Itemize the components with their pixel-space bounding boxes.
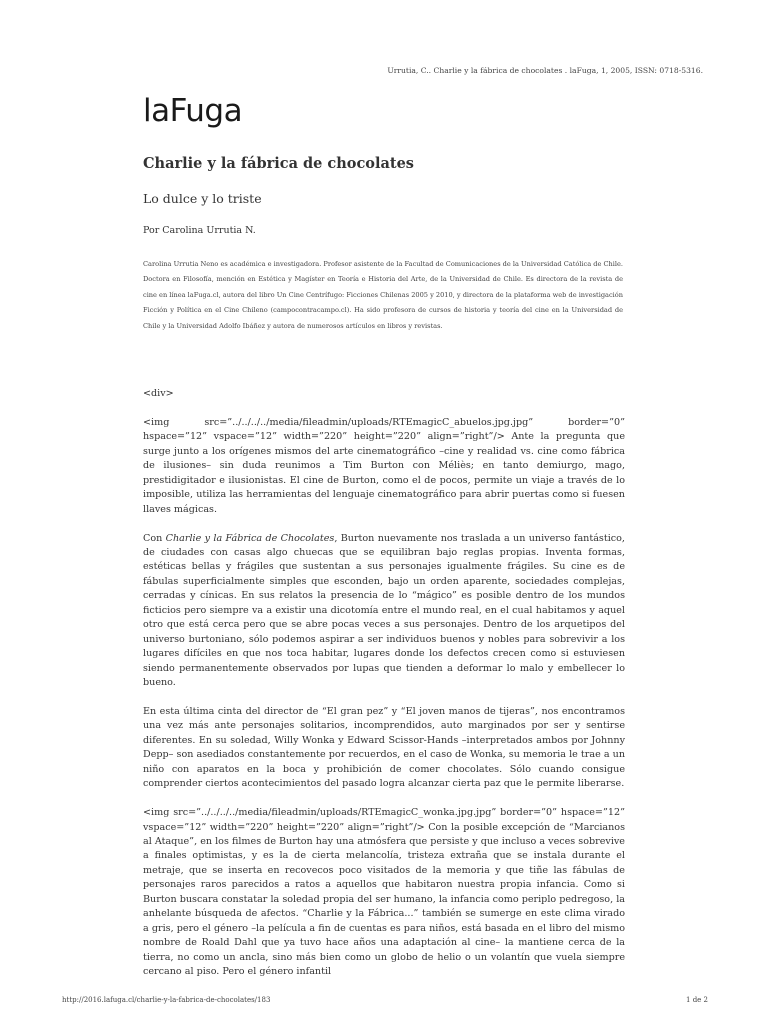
author-bio: Carolina Urrutia Neno es académica e investigadora. Profesor asistente de la Facultad de Comunicaciones de la Universidad Católica de Chile. Doctora en Filosofía, mención en Estética y Magíster en Teoría e Historia del Arte, de la Universidad de Chile. Es directora de la revista de cine en línea laFuga.cl, autora del libro Un Cine Centrífugo: Ficciones Chilenas 2005 y 2010, y directora de la plataforma web de investigación Ficción y Política en el Cine Chileno (campocontracampo.cl). Ha sido profesora de cursos de historia y teoría del cine en la Universidad de Chile y la Universidad Adolfo Ibáñez y autora de numerosos artículos en libros y revistas. (143, 260, 623, 330)
paragraph-2 (143, 532, 625, 691)
footer-url[interactable]: http://2016.lafuga.cl/charlie-y-la-fabrica-de-chocolates/183 (62, 996, 271, 1004)
article-body (143, 387, 625, 978)
paragraph-2-lead: Con (143, 532, 166, 544)
article-title: Charlie y la fábrica de chocolates (143, 155, 414, 172)
lafuga-logo[interactable]: laFuga (143, 93, 243, 129)
article-subtitle: Lo dulce y lo triste (143, 191, 262, 206)
article-byline: Por Carolina Urrutia N. (143, 225, 256, 236)
paragraph-3: En esta última cinta del director de “El gran pez” y “El joven manos de tijeras”, nos encontramos una vez más ante personajes solitarios, incomprendidos, auto marginados por ser y sentirse diferentes. En su soledad, Willy Wonka y Edward Scissor-Hands –interpretados ambos por Johnny Depp– son asediados constantemente por recuerdos, en el caso de Wonka, su memoria le trae a un niño con aparatos en la boca y prohibición de comer chocolates. Sólo cuando consigue comprender ciertos acontecimientos del pasado logra alcanzar cierta paz que le permite liberarse. (143, 705, 625, 790)
film-title-italic: Charlie y la Fábrica de Chocolates (165, 532, 335, 544)
paragraph-4: <img src=”../../../../media/fileadmin/uploads/RTEmagicC_wonka.jpg.jpg” border=”0” hspace=”12” vspace=”12” width=”220” height=”220” align=”right”/> Con la posible excepción de “Marcianos al Ataque”, en los filmes de Burton hay una atmósfera que persiste y que incluso a veces sobrevive a finales optimistas, y es la de cierta melancolía, tristeza extraña que se instala durante el metraje, que se inserta en recovecos poco visitados de la memoria y que tiñe las fábulas de personajes raros parecidos a ratos a aquellos que habitaron nuestra propia infancia. Como si Burton buscara constatar la soledad propia del ser humano, la infancia como periplo pedregoso, la anhelante búsqueda de afectos. “Charlie y la Fábrica...” también se sumerge en este clima virado a gris, pero el género –la película a fin de cuentas es para niños, está basada en el libro del mismo nombre de Roald Dahl que ya tuvo hace años una adaptación al cine– la mantiene cerca de la tierra, no como un ancla, sino más bien como un globo de helio o un volantín que vuela siempre cercano al piso. Pero el género infantil (143, 807, 625, 978)
citation-header: Urrutia, C.. Charlie y la fábrica de chocolates . laFuga, 1, 2005, ISSN: 0718-5316. (387, 66, 703, 75)
page-number: 1 de 2 (686, 996, 708, 1004)
paragraph-1: <img src=”../../../../media/fileadmin/uploads/RTEmagicC_abuelos.jpg.jpg” border=”0” hspace=”12” vspace=”12” width=”220” height=”220” align=”right”/> Ante la pregunta que surge junto a los orígenes mismos del arte cinematográfico –cine y realidad vs. cine como fábrica de ilusiones– sin duda reunimos a Tim Burton con Méliès; en tanto demiurgo, mago, prestidigitador e ilusionistas. El cine de Burton, como el de pocos, permite un viaje a través de lo imposible, utiliza las herramientas del lenguaje cinematográfico para abrir puertas como si fuesen llaves mágicas. (143, 416, 625, 515)
paragraph-2-rest: , Burton nuevamente nos traslada a un universo fantástico, de ciudades con casas algo chuecas que se equilibran bajo reglas propias. Inventa formas, estéticas bellas y frágiles que sustentan a sus personajes igualmente frágiles. Su cine es de fábulas superficialmente simples que esconden, bajo un orden aparente, sociedades complejas, cerradas y cínicas. En sus relatos la presencia de lo “mágico” es posible dentro de los mundos ficticios pero siempre va a existir una dicotomía entre el mundo real, en el cual habitamos y aquel otro que está cerca pero que se abre pocas veces a sus personajes. Dentro de los arquetipos del universo burtoniano, sólo podemos aspirar a ser individuos buenos y nobles para sobrevivir a los lugares difíciles en que nos toca habitar, lugares donde los defectos crecen como si estuviesen siendo permanentemente observados por lupas que tienden a deformar lo malo y embellecer lo bueno. (143, 532, 625, 689)
div-tag-text: <div> (143, 388, 174, 399)
